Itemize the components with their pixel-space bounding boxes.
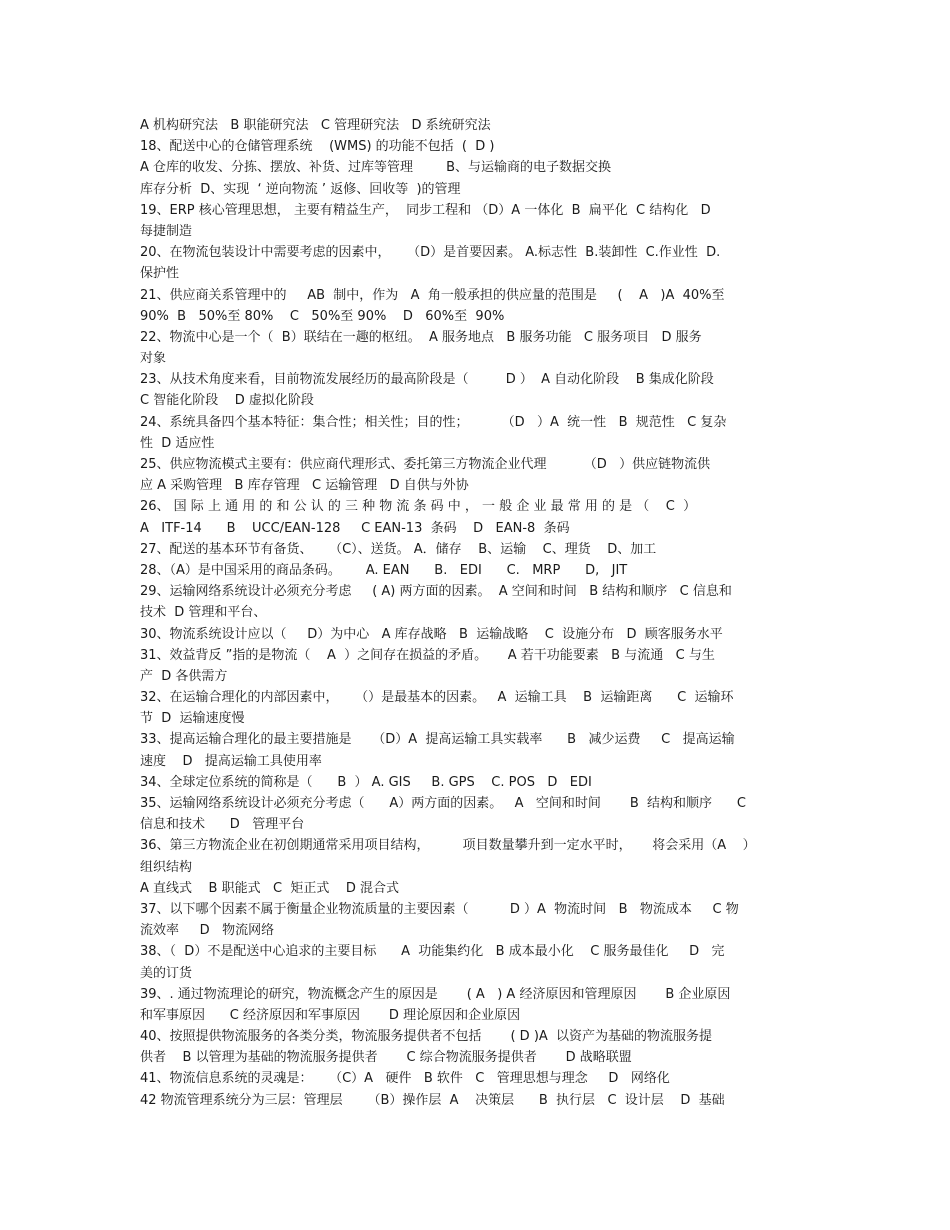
text-line: 37、以下哪个因素不属于衡量企业物流质量的主要因素（ D ）A 物流时间 B 物流成本 C 物 (140, 901, 739, 917)
document-page (140, 115, 810, 1111)
text-line: 23、从技术角度来看，目前物流发展经历的最高阶段是（ D ） A 自动化阶段 B 集成化阶段 (140, 372, 714, 388)
text-line: 31、效益背反 ”指的是物流（ A ）之间存在损益的矛盾。 A 若干功能要素 B 与流通 C 与生 (140, 647, 715, 663)
text-line: A 仓库的收发、分拣、摆放、补货、过库等管理 B、与运输商的电子数据交换 (140, 160, 612, 176)
text-line: 36、第三方物流企业在初创期通常采用项目结构， 项目数量攀升到一定水平时， 将会采用（A ） (140, 838, 756, 854)
text-line: 35、运输网络系统设计必须充分考虑（ A）两方面的因素。 A 空间和时间 B 结构和顺序 C (140, 796, 746, 811)
text-line: 22、物流中心是一个（ B）联结在一趣的枢纽。 A 服务地点 B 服务功能 C 服务项目 D 服务 (140, 329, 702, 345)
text-line: 组织结构 (140, 859, 193, 875)
text-line: 24、系统具备四个基本特征：集合性；相关性；目的性； （D ）A 统一性 B 规范性 C 复杂 (140, 414, 727, 430)
text-line: 32、在运输合理化的内部因素中， （）是最基本的因素。 A 运输工具 B 运输距离 C 运输环 (140, 690, 734, 706)
text-line: 30、物流系统设计应以（ D）为中心 A 库存战略 B 运输战略 C 设施分布 D 顾客服务水平 (140, 626, 723, 642)
text-line: 34、全球定位系统的简称是（ B ） A. GIS B. GPS C. POS D EDI (140, 774, 592, 790)
text-line: 33、提高运输合理化的最主要措施是 （D）A 提高运输工具实载率 B 减少运费 C 提高运输 (140, 732, 735, 748)
text-line: 27、配送的基本环节有备货、 （C）、送货。 A．储存 B、运输 C、理货 D、加工 (140, 541, 657, 557)
text-line: 库存分析 D、实现 ‘ 逆向物流 ’ 返修、回收等 )的管理 (140, 181, 461, 197)
text-line: 流效率 D 物流网络 (140, 923, 275, 939)
text-line: 速度 D 提高运输工具使用率 (140, 753, 322, 769)
text-line: 19、ERP 核心管理思想， 主要有精益生产， 同步工程和 （D）A 一体化 B 扁平化 C 结构化 D (140, 202, 711, 218)
text-line: 技术 D 管理和平台、 (140, 605, 267, 621)
text-line: 20、在物流包装设计中需要考虑的因素中， （D）是首要因素。 A.标志性 B.装卸性 C.作业性 D. (140, 245, 721, 261)
text-line: 18、配送中心的仓储管理系统 (WMS) 的功能不包括 ( D ) (140, 139, 495, 155)
text-line: 产 D 各供需方 (140, 668, 228, 684)
text-line: 应 A 采购管理 B 库存管理 C 运输管理 D 自供与外协 (140, 478, 469, 494)
text-line: 25、供应物流模式主要有：供应商代理形式、委托第三方物流企业代理 （D ）供应链物流供 (140, 457, 711, 472)
text-line: 性 D 适应性 (140, 435, 215, 451)
text-line: 90% B 50%至 80% C 50%至 90% D 60%至 90% (140, 308, 505, 324)
text-line: A ITF-14 B UCC/EAN-128 C EAN-13 条码 D EAN-8 条码 (140, 520, 570, 536)
text-line: 每捷制造 (140, 223, 193, 239)
text-line: 26、 国 际 上 通 用 的 和 公 认 的 三 种 物 流 条 码 中 ， 一 般 企 业 最 常 用 的 是 （ C ） (140, 499, 697, 515)
text-line: 28、（A）是中国采用的商品条码。 A. EAN B. EDI C. MRP D, JIT (140, 562, 628, 578)
text-line: 和军事原因 C 经济原因和军事原因 D 理论原因和企业原因 (140, 1007, 521, 1023)
text-line: 40、按照提供物流服务的各类分类，物流服务提供者不包括 ( D )A 以资产为基础的物流服务提 (140, 1029, 713, 1045)
text-line: A 机构研究法 B 职能研究法 C 管理研究法 D 系统研究法 (140, 118, 491, 133)
text-line: A 直线式 B 职能式 C 矩正式 D 混合式 (140, 880, 400, 896)
text-line: 42 物流管理系统分为三层：管理层 （B）操作层 A 决策层 B 执行层 C 设计层 D 基础 (140, 1092, 725, 1108)
text-line: 对象 (140, 351, 167, 367)
text-line: 保护性 (140, 266, 180, 282)
text-line: 信息和技术 D 管理平台 (140, 817, 305, 833)
text-line: 美的订货 (140, 965, 193, 981)
text-line: 29、运输网络系统设计必须充分考虑 ( A) 两方面的因素。 A 空间和时间 B 结构和顺序 C 信息和 (140, 584, 732, 600)
text-line: 41、物流信息系统的灵魂是： （C）A 硬件 B 软件 C 管理思想与理念 D 网络化 (140, 1071, 670, 1087)
text-line: 39、. 通过物流理论的研究，物流概念产生的原因是 ( A ) A 经济原因和管理原因 B 企业原因 (140, 986, 731, 1002)
text-line: 21、供应商关系管理中的 AB 制中，作为 A 角一般承担的供应量的范围是 ( A )A 40%至 (140, 287, 725, 303)
text-line: C 智能化阶段 D 虚拟化阶段 (140, 393, 314, 409)
text-line: 供者 B 以管理为基础的物流服务提供者 C 综合物流服务提供者 D 战略联盟 (140, 1050, 632, 1066)
text-line: 38、（ D）不是配送中心追求的主要目标 A 功能集约化 B 成本最小化 C 服务最佳化 D 完 (140, 944, 725, 960)
text-line: 节 D 运输速度慢 (140, 711, 245, 727)
